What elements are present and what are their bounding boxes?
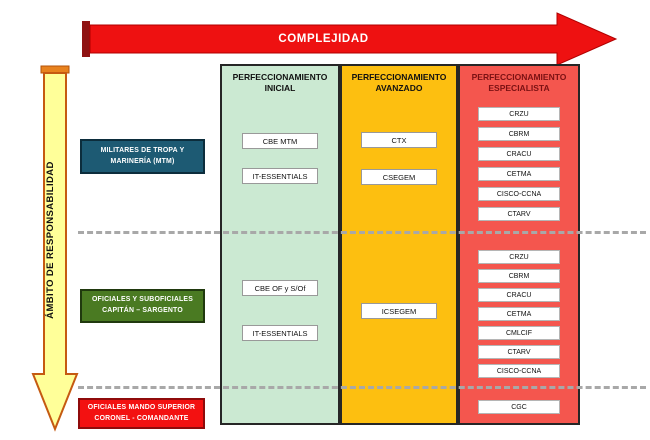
row-label-oficiales-suboficiales xyxy=(80,289,205,323)
band-divider-top xyxy=(78,231,646,234)
course-box: CGC xyxy=(478,400,560,414)
column-perfeccionamiento-inicial xyxy=(220,64,340,425)
course-box: CBE OF y S/Of xyxy=(242,280,318,296)
course-box: CISCO-CCNA xyxy=(478,364,560,378)
course-box: CETMA xyxy=(478,307,560,321)
column-header-especialista: PERFECCIONAMIENTO ESPECIALISTA xyxy=(471,72,567,94)
course-box: CRACU xyxy=(478,147,560,161)
course-group-especialista-oficiales xyxy=(460,250,578,378)
course-box: CSEGEM xyxy=(361,169,437,185)
course-box: CRZU xyxy=(478,107,560,121)
column-perfeccionamiento-especialista xyxy=(458,64,580,425)
course-box: CMLCIF xyxy=(478,326,560,340)
column-perfeccionamiento-avanzado xyxy=(340,64,458,425)
course-box: CRACU xyxy=(478,288,560,302)
course-box: ICSEGEM xyxy=(361,303,437,319)
course-box: IT-ESSENTIALS xyxy=(242,168,318,184)
column-header-inicial: PERFECCIONAMIENTO INICIAL xyxy=(232,72,328,94)
row-label-mtm xyxy=(80,139,205,174)
course-group-inicial-mtm xyxy=(222,133,338,184)
course-group-especialista-mtm xyxy=(460,107,578,221)
course-box: CTARV xyxy=(478,207,560,221)
course-group-inicial-oficiales xyxy=(222,280,338,341)
course-box: CRZU xyxy=(478,250,560,264)
complexity-arrow-label: COMPLEJIDAD xyxy=(278,33,369,45)
responsibility-arrow-cap xyxy=(41,66,69,73)
band-divider-bottom xyxy=(78,386,646,389)
responsibility-arrow-label: ÁMBITO DE RESPONSABILIDAD xyxy=(45,161,56,319)
course-group-avanzado-oficiales xyxy=(342,303,456,319)
course-box: CTARV xyxy=(478,345,560,359)
course-box: CETMA xyxy=(478,167,560,181)
complexity-arrow-tail xyxy=(82,21,90,57)
column-header-avanzado: PERFECCIONAMIENTO AVANZADO xyxy=(351,72,447,94)
row-label-line: MILITARES DE TROPA Y xyxy=(100,146,185,154)
row-label-mando-superior xyxy=(78,398,205,429)
course-box: CBE MTM xyxy=(242,133,318,149)
course-box: IT-ESSENTIALS xyxy=(242,325,318,341)
row-label-line: CAPITÁN – SARGENTO xyxy=(102,307,183,314)
course-group-avanzado-mtm xyxy=(342,132,456,185)
row-label-line: OFICIALES Y SUBOFICIALES xyxy=(91,296,194,304)
course-box: CBRM xyxy=(478,127,560,141)
course-box: CTX xyxy=(361,132,437,148)
row-label-line: MARINERÍA (MTM) xyxy=(110,157,175,165)
row-label-line: CORONEL - COMANDANTE xyxy=(94,414,189,422)
course-group-especialista-mando xyxy=(460,400,578,414)
row-label-line: OFICIALES MANDO SUPERIOR xyxy=(87,403,196,411)
course-box: CBRM xyxy=(478,269,560,283)
course-box: CISCO-CCNA xyxy=(478,187,560,201)
